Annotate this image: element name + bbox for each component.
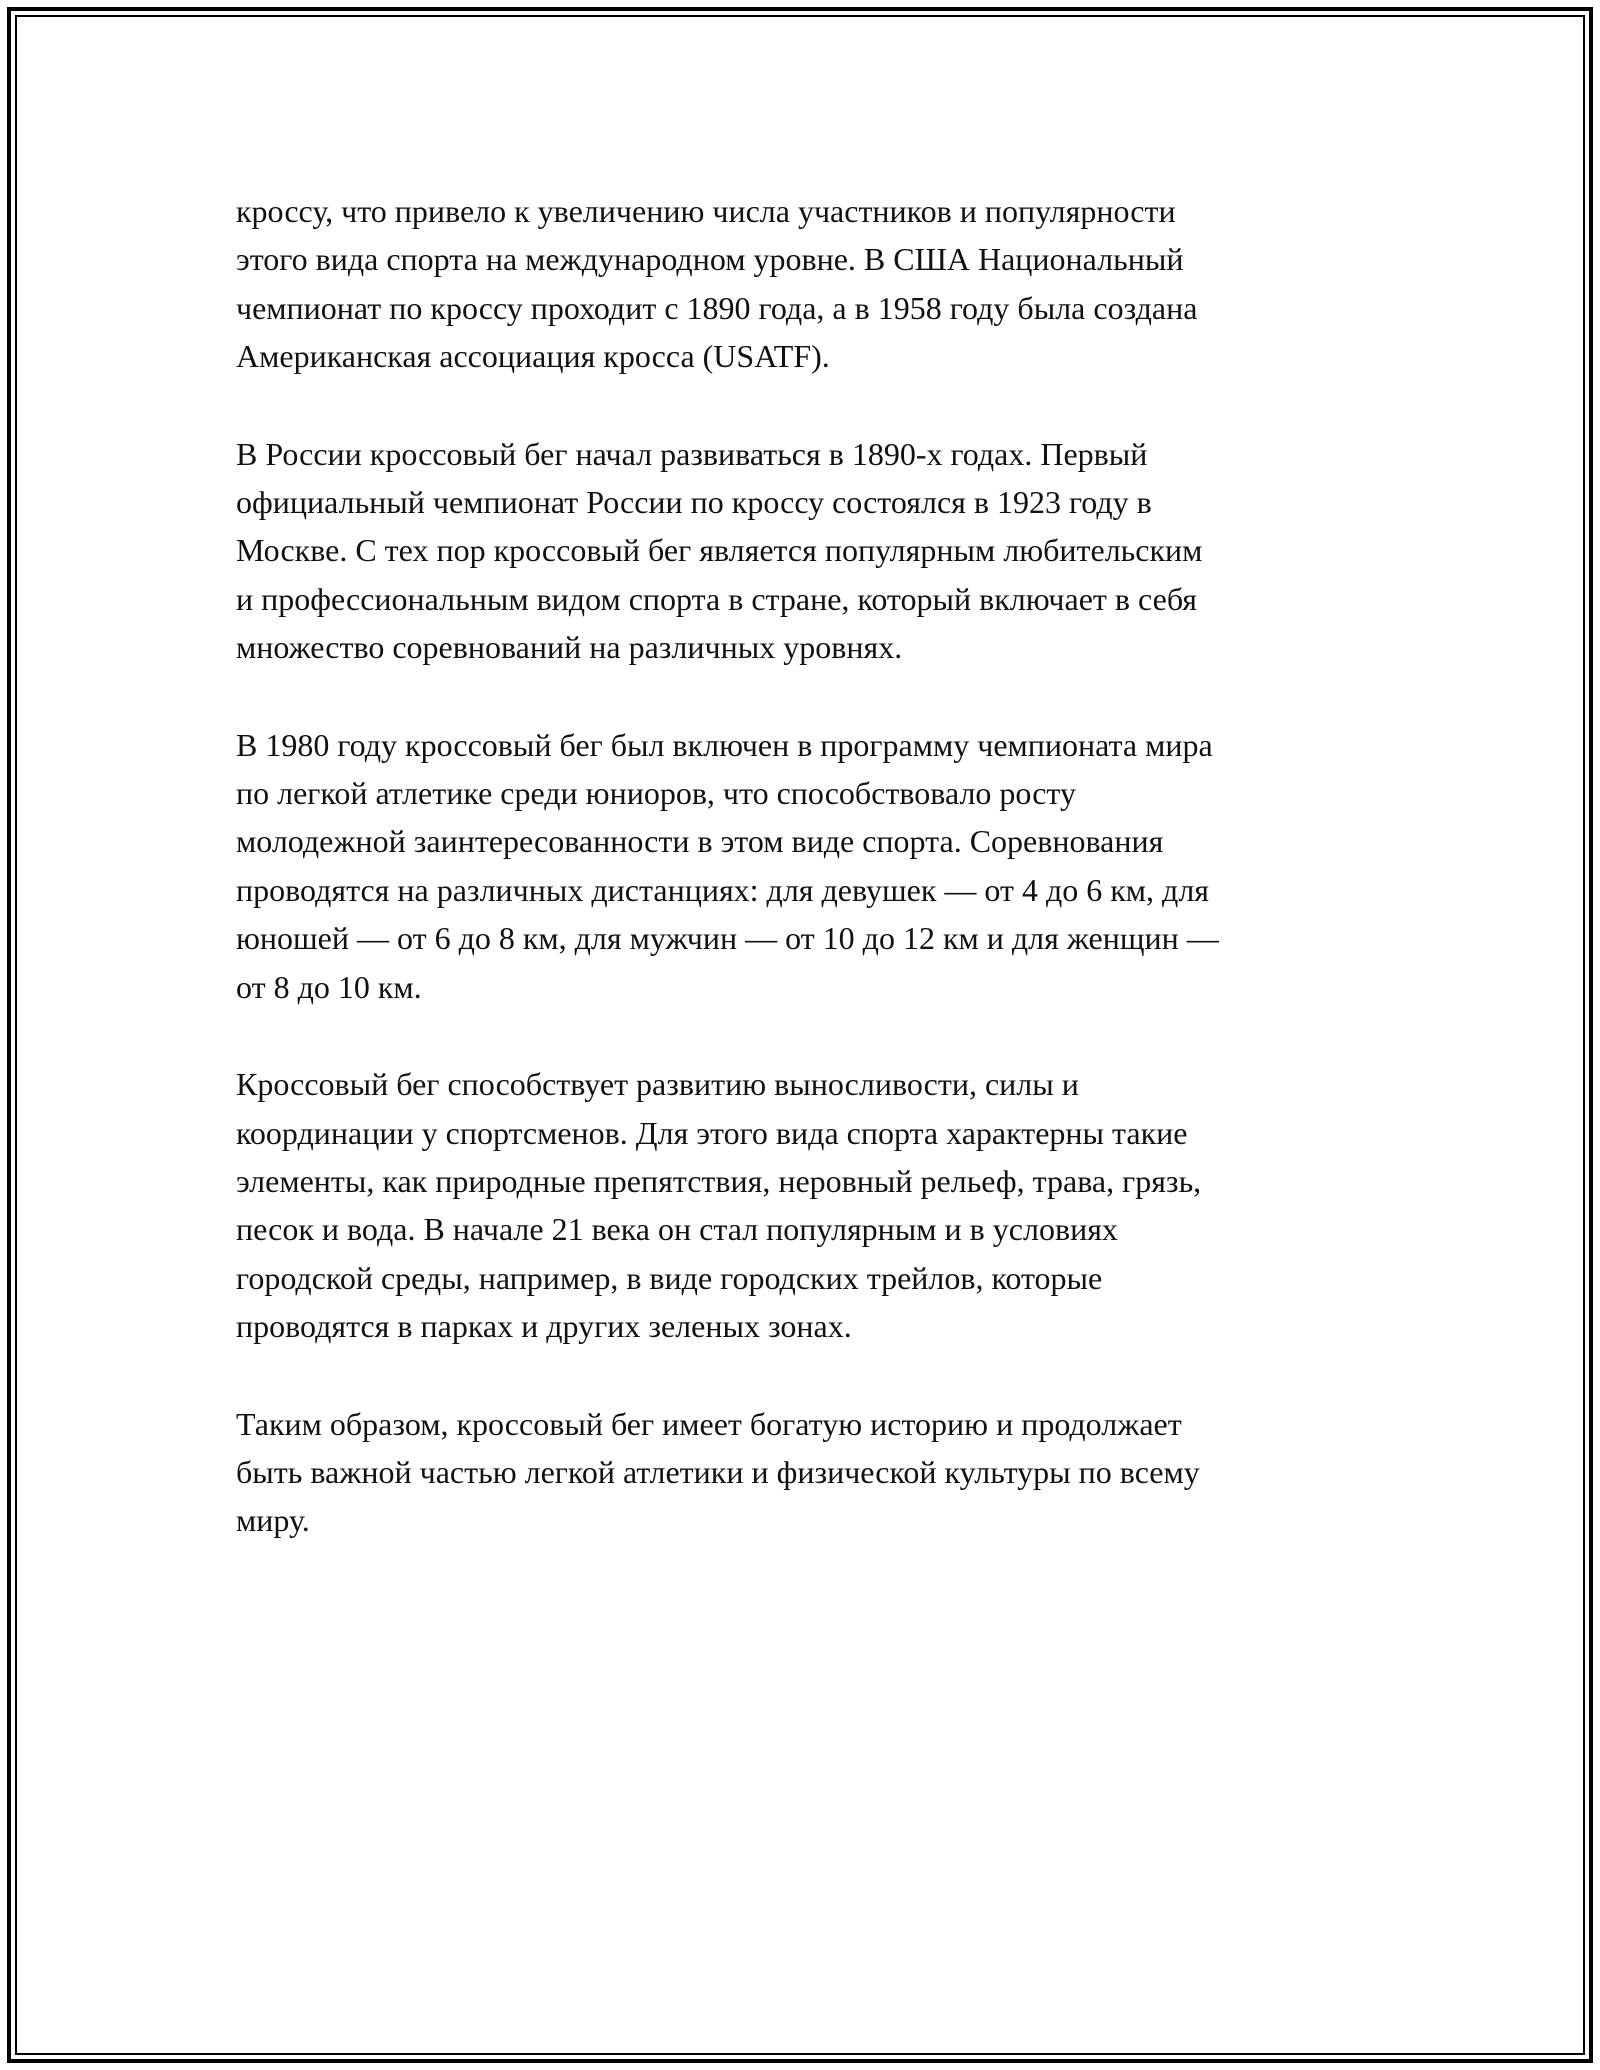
paragraph-benefits: Кроссовый бег способствует развитию выносливости, силы и координации у спортсменов. Для этого вида спорта характерны такие элементы, как природные препятствия, неровный рельеф, трава, грязь, песок и вода. В начале 21 века он стал популярным и в условиях городской среды, например, в виде городских трейлов, которые проводятся в парках и других зеленых зонах. xyxy=(236,1066,1202,1345)
paragraph-russia-cross-country: В России кроссовый бег начал развиваться в 1890-х годах. Первый официальный чемпионат России по кроссу состоялся в 1923 году в Москве. С тех пор кроссовый бег является популярным любительским и профессиональным видом спорта в стране, который включает в себя множество соревнований на различных уровнях. xyxy=(236,435,1203,666)
paragraph-usa-cross-country: кроссу, что привело к увеличению числа участников и популярности этого вида спорта на международном уровне. В США Национальный чемпионат по кроссу проходит с 1890 года, а в 1958 году была создана Американская ассоциация кросса (USATF). xyxy=(236,193,1198,375)
paragraph-junior-championship: В 1980 году кроссовый бег был включен в программу чемпионата мира по легкой атлетике среди юниоров, что способствовало росту молодежной заинтересованности в этом виде спорта. Соревнования проводятся на различных дистанциях: для девушек — от 4 до 6 км, для юношей — от 6 до 8 км, для мужчин — от 10 до 12 км и для женщин — от 8 до 10 км. xyxy=(236,726,1219,1005)
document-body xyxy=(236,187,1366,1594)
paragraph-conclusion: Таким образом, кроссовый бег имеет богатую историю и продолжает быть важной частью легкой атлетики и физической культуры по всему миру. xyxy=(236,1405,1200,1539)
